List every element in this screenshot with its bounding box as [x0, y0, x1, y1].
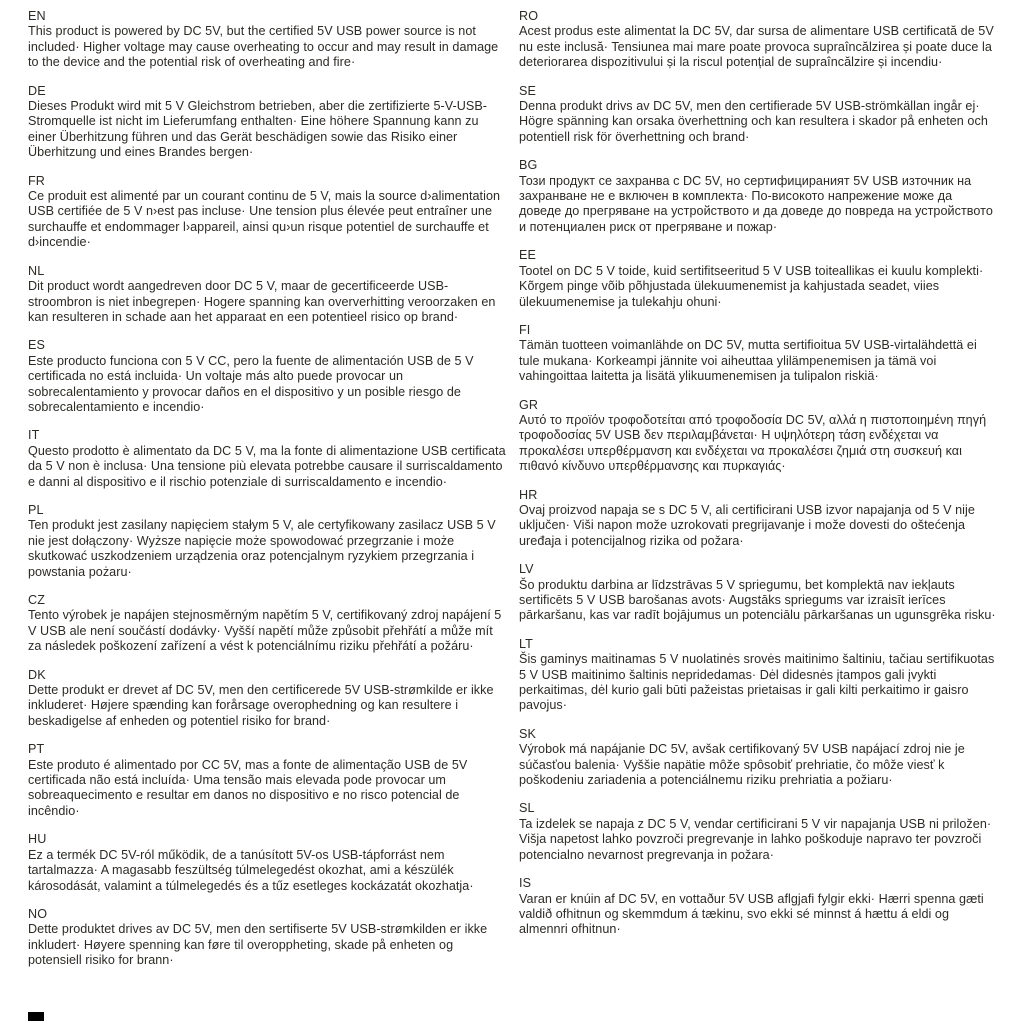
- language-code: FI: [519, 322, 531, 337]
- language-paragraph: Acest produs este alimentat la DC 5V, dar sursa de alimentare USB certificată de 5V nu este inclusă· Tensiunea mai mare poate provoca supraîncălzirea și poate duce la deteriorarea dispozitivului și la riscul potențial de supraîncălzire și incendiu·: [519, 24, 994, 70]
- language-paragraph: Dit product wordt aangedreven door DC 5 V, maar de gecertificeerde USB-stroombron is niet inbegrepen· Hogere spanning kan oververhitting veroorzaken en kan resulteren in schade aan het apparaat en een potentieel risico op brand·: [28, 279, 496, 324]
- language-code: BG: [519, 158, 538, 173]
- language-section-se: [519, 84, 997, 146]
- language-code: SL: [519, 801, 535, 816]
- language-section-fr: [28, 174, 506, 251]
- language-paragraph: Šo produktu darbina ar līdzstrāvas 5 V spriegumu, bet komplektā nav iekļauts sertificēts 5 V USB barošanas avots· Augstāks spriegums var izraisīt ierīces pārkaršanu, kas var radīt bojājumus un potenciālu pārkaršanas un ugunsgrēka risku·: [519, 577, 996, 623]
- language-section-de: [28, 84, 506, 161]
- language-section-es: [28, 338, 506, 415]
- language-code: EN: [28, 9, 46, 23]
- language-paragraph: Questo prodotto è alimentato da DC 5 V, ma la fonte di alimentazione USB certificata da 5 V non è inclusa· Una tensione più elevata potrebbe causare il surriscaldamento e danni al dispositivo e il rischio potenziale di surriscaldamento e incendio·: [28, 443, 506, 489]
- language-paragraph: Dette produktet drives av DC 5V, men den sertifiserte 5V USB-strømkilden er ikke inkludert· Høyere spenning kan føre til overoppheting, skade på enheten og potensiell risiko for brann·: [28, 922, 488, 968]
- language-code: NO: [28, 906, 48, 921]
- language-code: HU: [28, 832, 47, 847]
- language-section-sk: [519, 727, 997, 789]
- language-paragraph: Este produto é alimentado por CC 5V, mas a fonte de alimentação USB de 5V certificada não está incluída· Uma tensão mais elevada pode provocar um sobreaquecimento e resultar em danos no dispositivo e no risco potencial de incêndio·: [28, 757, 468, 818]
- language-code: IT: [28, 428, 40, 443]
- language-section-sl: [519, 801, 997, 863]
- language-code: GR: [519, 397, 539, 412]
- left-column: [28, 9, 506, 982]
- language-section-en: [28, 9, 506, 71]
- language-code: HR: [519, 487, 538, 502]
- language-code: LV: [519, 562, 534, 577]
- language-paragraph: Denna produkt drivs av DC 5V, men den certifierade 5V USB-strömkällan ingår ej· Högre spänning kan orsaka överhettning och kan resultera i skador på enheten och potentiell risk för överhettning och brand·: [519, 99, 988, 144]
- language-code: NL: [28, 263, 45, 278]
- language-code: EE: [519, 248, 536, 263]
- language-paragraph: Tootel on DC 5 V toide, kuid sertifitseeritud 5 V USB toiteallikas ei kuulu komplekti· Kõrgem pinge võib põhjustada ülekuumenemist ja kahjustada seadet, viies ülekuumenemise ja tulekahju ohuni·: [519, 263, 984, 309]
- language-code: IS: [519, 876, 532, 891]
- page-corner-mark: [28, 1012, 44, 1021]
- language-section-ee: [519, 248, 997, 310]
- language-section-fi: [519, 323, 997, 385]
- language-paragraph: Ta izdelek se napaja z DC 5 V, vendar certificirani 5 V vir napajanja USB ni priložen· Višja napetost lahko povzroči pregrevanje in lahko poškoduje napravo ter povzroči potencialno nevarnost pregrevanja in požara·: [519, 816, 992, 862]
- language-section-bg: [519, 158, 997, 235]
- language-code: RO: [519, 9, 539, 23]
- language-paragraph: Tento výrobek je napájen stejnosměrným napětím 5 V, certifikovaný zdroj napájení 5 V USB ale není součástí dodávky· Vyšší napětí může způsobit přehřátí a může mít za následek poškození zařízení a vést k potenciálnímu riziku přehřátí a požáru·: [28, 608, 502, 654]
- right-column: [519, 9, 997, 982]
- language-section-nl: [28, 264, 506, 326]
- language-paragraph: Varan er knúin af DC 5V, en vottaður 5V USB aflgjafi fylgir ekki· Hærri spenna gæti valdið ofhitnun og skemmdum á tækinu, svo ekki sé minnst á hættu á eldi og almennri ofhitnun·: [519, 891, 984, 937]
- language-paragraph: Ce produit est alimenté par un courant continu de 5 V, mais la source d›alimentation USB certifiée de 5 V n›est pas incluse· Une tension plus élevée peut entraîner une surchauffe et endommager l›appareil, ainsi qu›un risque potentiel de surchauffe et d›incendie·: [28, 189, 501, 250]
- language-section-dk: [28, 668, 506, 730]
- language-paragraph: Този продукт се захранва с DC 5V, но сертифицираният 5V USB източник на захранване не е включен в комплекта· По-високото напрежение може да доведе до прегряване на устройството и да доведе до повреда на устройството и потенциален риск от прегряване и пожар·: [519, 173, 993, 234]
- language-section-it: [28, 428, 506, 490]
- language-section-pt: [28, 742, 506, 819]
- language-code: SE: [519, 83, 536, 98]
- language-code: SK: [519, 726, 536, 741]
- language-paragraph: Výrobok má napájanie DC 5V, avšak certifikovaný 5V USB napájací zdroj nie je súčasťou balenia· Vyššie napätie môže spôsobiť prehriatie, čo môže viesť k poškodeniu zariadenia a potenciálnemu riziku prehriatia a požiaru·: [519, 742, 965, 788]
- language-code: PT: [28, 742, 45, 757]
- language-section-is: [519, 876, 997, 938]
- language-section-pl: [28, 503, 506, 580]
- language-paragraph: Ez a termék DC 5V-ról működik, de a tanúsított 5V-os USB-tápforrást nem tartalmazza· A magasabb feszültség túlmelegedést okozhat, ami a készülék károsodását, valamint a túlmelegedés és a tűz esetleges kockázatát okozhatja·: [28, 847, 474, 893]
- language-section-gr: [519, 398, 997, 475]
- language-code: PL: [28, 502, 44, 517]
- language-section-no: [28, 907, 506, 969]
- language-paragraph: Tämän tuotteen voimanlähde on DC 5V, mutta sertifioitua 5V USB-virtalähdettä ei tule mukana· Korkeampi jännite voi aiheuttaa ylilämpenemisen ja tämä voi vahingoittaa laitetta ja lisätä ylikuumenemisen ja tulipalon riskiä·: [519, 338, 977, 384]
- language-paragraph: Šis gaminys maitinamas 5 V nuolatinės srovės maitinimo šaltiniu, tačiau sertifikuotas 5 V USB maitinimo šaltinis nepridedamas· Dėl didesnės įtampos gali įvykti perkaitimas, dėl kurio gali būti pažeistas prietaisas ir gali kilti perkaitimo ir gaisro pavojus·: [519, 652, 995, 713]
- language-paragraph: Αυτό το προϊόν τροφοδοτείται από τροφοδοσία DC 5V, αλλά η πιστοποιημένη πηγή τροφοδοσίας 5V USB δεν περιλαμβάνεται· Η υψηλότερη τάση ενδέχεται να προκαλέσει υπερθέρμανση και ενδέχεται να προκαλέσει ζημιά στη συσκευή και πιθανό κίνδυνο υπερθέρμανσης και πυρκαγιάς·: [519, 412, 987, 474]
- language-paragraph: Este producto funciona con 5 V CC, pero la fuente de alimentación USB de 5 V certificada no está incluida· Un voltaje más alto puede provocar un sobrecalentamiento y provocar daños en el dispositivo y un posible riesgo de sobrecalentamiento e incendio·: [28, 353, 474, 414]
- language-paragraph: Ovaj proizvod napaja se s DC 5 V, ali certificirani USB izvor napajanja od 5 V nije uključen· Viši napon može uzrokovati pregrijavanje i može dovesti do oštećenja uređaja i potencijalnog rizika od požara·: [519, 502, 975, 548]
- language-paragraph: Ten produkt jest zasilany napięciem stałym 5 V, ale certyfikowany zasilacz USB 5 V nie jest dołączony· Wyższe napięcie może spowodować przegrzanie i może skutkować uszkodzeniem urządzenia oraz potencjalnym ryzykiem przegrzania i powstania pożaru·: [28, 518, 496, 579]
- language-section-lv: [519, 562, 997, 624]
- language-code: DK: [28, 667, 46, 682]
- language-paragraph: Dette produkt er drevet af DC 5V, men den certificerede 5V USB-strømkilde er ikke inkluderet· Højere spænding kan forårsage overophedning og kan resultere i beskadigelse af enheden og potentiel risiko for brand·: [28, 683, 494, 728]
- language-section-hr: [519, 488, 997, 550]
- language-section-ro: [519, 9, 997, 71]
- language-code: ES: [28, 338, 45, 353]
- language-code: CZ: [28, 593, 45, 607]
- language-code: LT: [519, 636, 533, 651]
- language-code: FR: [28, 173, 45, 188]
- language-section-lt: [519, 637, 997, 714]
- language-section-hu: [28, 832, 506, 894]
- language-code: DE: [28, 83, 46, 98]
- language-paragraph: This product is powered by DC 5V, but the certified 5V USB power source is not included· Higher voltage may cause overheating to occur and may result in damage to the device and the potential risk of overheating and fire·: [28, 24, 499, 70]
- language-section-cz: [28, 593, 506, 655]
- language-paragraph: Dieses Produkt wird mit 5 V Gleichstrom betrieben, aber die zertifizierte 5-V-USB-Stromquelle ist nicht im Lieferumfang enthalten· Eine höhere Spannung kann zu einer Überhitzung führen und das Gerät beschädigen sowie das Risiko einer Überhitzung und eines Brandes bergen·: [28, 99, 488, 160]
